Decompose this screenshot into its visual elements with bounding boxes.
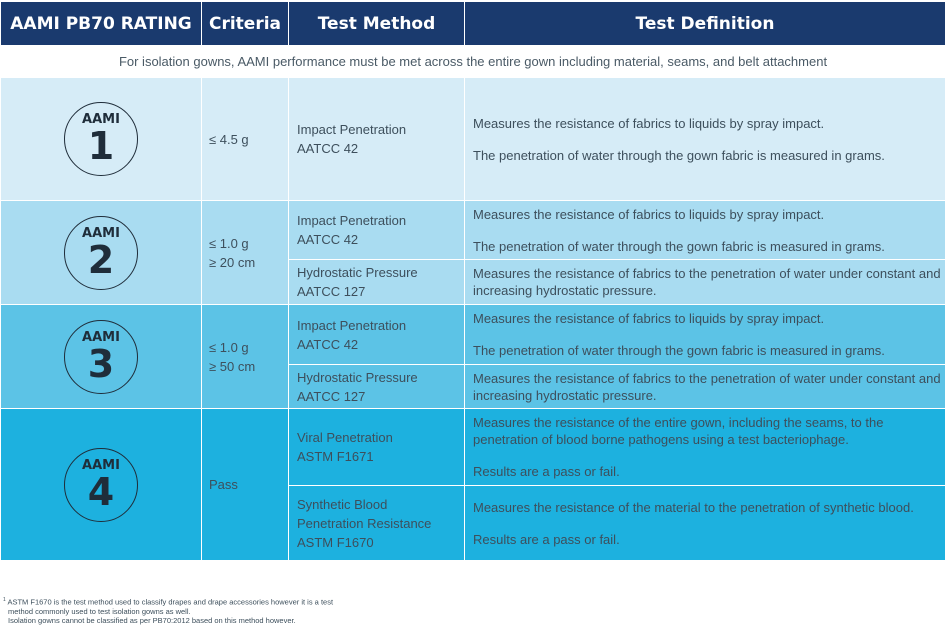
level-2-rating <box>1 201 201 304</box>
badge-number: 4 <box>87 469 115 514</box>
criteria-value: ≥ 20 cm <box>209 254 256 270</box>
method-name: Hydrostatic Pressure <box>297 265 418 280</box>
criteria-value: ≤ 1.0 g <box>209 235 249 251</box>
method-name: Synthetic Blood <box>297 496 388 512</box>
level-3-rating <box>1 305 201 408</box>
badge-label: AAMI <box>82 112 120 127</box>
method-standard: AATCC 127 <box>297 388 366 404</box>
definition-text: Results are a pass or fail. <box>473 531 620 547</box>
header-test-definition: Test Definition <box>465 2 945 45</box>
definition-text: Measures the resistance of fabrics to liquids by spray impact. <box>473 206 825 222</box>
level-3-method-1 <box>289 305 464 364</box>
aami-2-badge <box>64 216 138 290</box>
level-3-criteria <box>202 305 288 408</box>
definition-text: Measures the resistance of the entire gown, including the seams, to the penetration of blood borne pathogens using a test bacteriophage. <box>473 415 884 447</box>
level-1-method-1 <box>289 78 464 200</box>
criteria-value: ≥ 50 cm <box>209 358 256 374</box>
aami-1-badge <box>64 102 138 176</box>
footnote-line <box>3 596 333 607</box>
badge-label: AAMI <box>82 225 120 241</box>
level-3-definition-2 <box>465 365 945 408</box>
level-2-definition-2 <box>465 260 945 304</box>
level-2-method-2 <box>289 260 464 304</box>
method-name: Penetration Resistance <box>297 515 432 531</box>
definition-text: Measures the resistance of fabrics to the penetration of water under constant and increasing hydrostatic pressure. <box>473 370 941 403</box>
footnote <box>3 596 333 625</box>
badge-number: 2 <box>87 237 115 282</box>
footnote-marker: 1 <box>3 597 6 603</box>
badge-number: 3 <box>87 341 115 386</box>
criteria-value: ≤ 4.5 g <box>209 131 249 147</box>
method-standard: AATCC 42 <box>297 232 359 247</box>
footnote-line: Isolation gowns cannot be classified as per PB70:2012 based on this method however. <box>8 615 296 625</box>
isolation-gown-note: For isolation gowns, AAMI performance must be met across the entire gown including material, seams, and belt attachment <box>1 45 945 77</box>
definition-text: Measures the resistance of fabrics to liquids by spray impact. <box>473 311 825 326</box>
definition-text: The penetration of water through the gown fabric is measured in grams. <box>473 343 885 358</box>
badge-number: 1 <box>87 124 115 168</box>
definition-text: The penetration of water through the gown fabric is measured in grams. <box>473 238 885 254</box>
level-2-definition-1 <box>465 201 945 259</box>
method-name: Viral Penetration <box>297 430 393 445</box>
level-2-criteria <box>202 201 288 304</box>
level-4-method-1 <box>289 409 464 485</box>
level-4-method-2 <box>289 486 464 560</box>
method-standard: AATCC 42 <box>297 141 359 156</box>
method-name: Hydrostatic Pressure <box>297 369 418 385</box>
level-3-definition-1 <box>465 305 945 364</box>
definition-text: Results are a pass or fail. <box>473 464 620 479</box>
method-standard: AATCC 42 <box>297 336 359 352</box>
definition-text: Measures the resistance of fabrics to the penetration of water under constant and increasing hydrostatic pressure. <box>473 266 941 298</box>
method-standard: ASTM F1671 <box>297 449 374 464</box>
header-test-method: Test Method <box>289 2 464 45</box>
badge-label: AAMI <box>82 329 120 345</box>
level-4-definition-2 <box>465 486 945 560</box>
definition-text: The penetration of water through the gown fabric is measured in grams. <box>473 147 885 163</box>
level-4-definition-1 <box>465 409 945 485</box>
definition-text: Measures the resistance of the material to the penetration of synthetic blood. <box>473 499 914 515</box>
criteria-value: Pass <box>209 477 238 492</box>
level-1-criteria <box>202 78 288 200</box>
method-name: Impact Penetration <box>297 317 407 333</box>
header-criteria: Criteria <box>202 2 288 45</box>
footnote-text: ASTM F1670 is the test method used to classify drapes and drape accessories however it is a test <box>7 597 334 607</box>
level-3-method-2 <box>289 365 464 408</box>
method-name: Impact Penetration <box>297 122 407 137</box>
level-4-criteria <box>202 409 288 560</box>
level-1-definition-1 <box>465 78 945 200</box>
method-name: Impact Penetration <box>297 213 407 228</box>
method-standard: AATCC 127 <box>297 284 366 299</box>
level-2-method-1 <box>289 201 464 259</box>
badge-label: AAMI <box>82 457 120 473</box>
level-4-rating <box>1 409 201 560</box>
header-rating: AAMI PB70 RATING <box>1 2 201 45</box>
aami-3-badge <box>64 320 138 394</box>
footnote-line: method commonly used to test isolation gowns as well. <box>8 606 191 616</box>
level-1-rating <box>1 78 201 200</box>
aami-4-badge <box>64 448 138 522</box>
definition-text: Measures the resistance of fabrics to liquids by spray impact. <box>473 115 825 131</box>
method-standard: ASTM F1670 <box>297 534 374 550</box>
criteria-value: ≤ 1.0 g <box>209 339 249 355</box>
